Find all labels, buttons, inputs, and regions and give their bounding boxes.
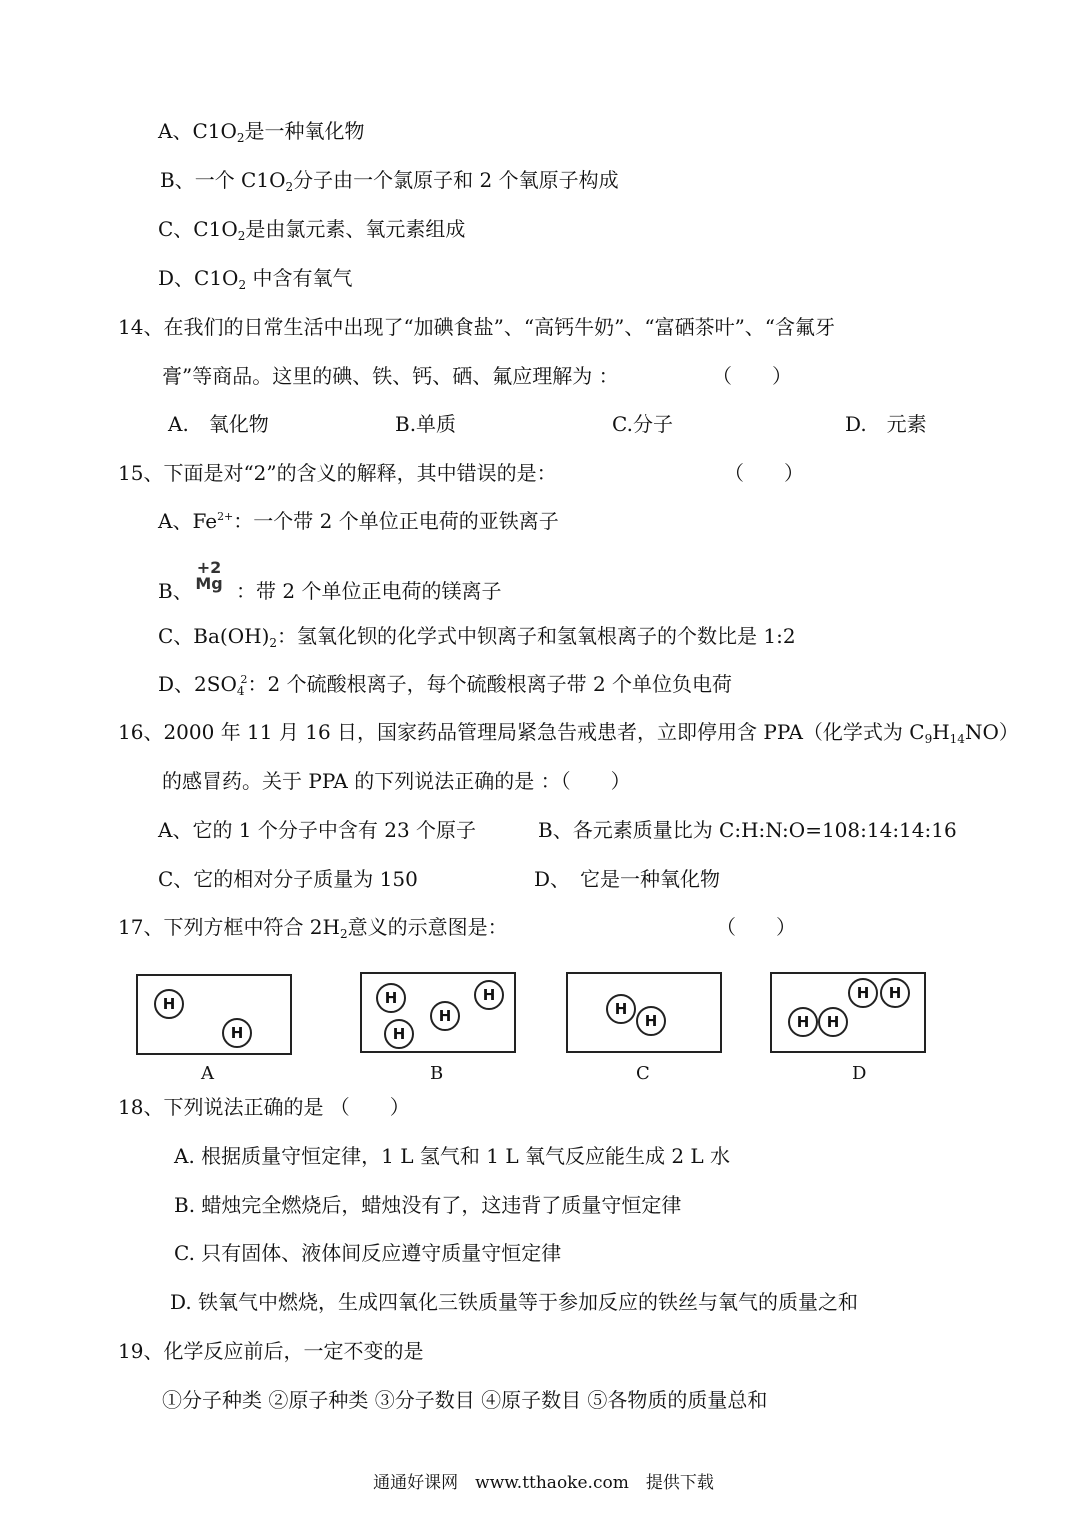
q15-stem: 15、下面是对“2”的含义的解释，其中错误的是： [118, 461, 557, 485]
diagram-d-label: D [852, 1063, 867, 1084]
q16-option-b: B、各元素质量比为 C:H:N:O=108:14:14:16 [538, 818, 957, 842]
diagram-b-box [360, 972, 516, 1053]
mg-valence-symbol: +2 Mg [195, 558, 223, 593]
page-footer: 通通好课网 www.tthaoke.com 提供下载 [373, 1473, 714, 1493]
q19-stem: 19、化学反应前后，一定不变的是 [118, 1339, 424, 1363]
hydrogen-atom: H [430, 1001, 460, 1031]
q16-option-c: C、它的相对分子质量为 150 [158, 867, 418, 891]
diagram-d-box [770, 972, 926, 1053]
q13-option-b: B、一个 $C1O_2$分子由一个氯原子和 2 个氧原子构成 [160, 168, 619, 194]
q14-answer-paren: （ ） [712, 364, 792, 388]
q18-option-b: B. 蜡烛完全燃烧后，蜡烛没有了，这违背了质量守恒定律 [174, 1193, 682, 1217]
q14-option-d: D. 元素 [845, 412, 927, 436]
hydrogen-atom: H [384, 1019, 414, 1049]
diagram-c-label: C [636, 1063, 650, 1084]
q15-option-a: A、$Fe^{2+}$：一个带 2 个单位正电荷的亚铁离子 [158, 509, 559, 533]
hydrogen-atom: H [376, 983, 406, 1013]
hydrogen-atom: H [818, 1007, 848, 1037]
q18-stem: 18、下列说法正确的是 （ ） [118, 1095, 410, 1119]
q15-answer-paren: （ ） [724, 461, 804, 485]
q15-option-b-text: ：带 2 个单位正电荷的镁离子 [236, 579, 502, 603]
q13-option-d: D、$C1O_2$ 中含有氧气 [158, 266, 353, 292]
hydrogen-atom: H [788, 1007, 818, 1037]
q15-option-d: D、$2SO_4^2$：2 个硫酸根离子，每个硫酸根离子带 2 个单位负电荷 [158, 672, 733, 698]
hydrogen-atom: H [848, 978, 878, 1008]
q13-option-c: C、$C1O_2$是由氯元素、氧元素组成 [158, 217, 466, 243]
q16-option-a: A、它的 1 个分子中含有 23 个原子 [158, 818, 477, 842]
q14-stem-line1: 14、在我们的日常生活中出现了“加碘食盐”、“高钙牛奶”、“富硒茶叶”、“含氟牙 [118, 315, 836, 339]
diagram-a-box [136, 974, 292, 1055]
q14-option-c: C.分子 [612, 412, 673, 436]
q15-option-c: C、$Ba(OH)_2$：氢氧化钡的化学式中钡离子和氢氧根离子的个数比是 1:2 [158, 624, 796, 650]
q14-option-a: A. 氧化物 [168, 412, 269, 436]
q16-stem-line2: 的感冒药。关于 PPA 的下列说法正确的是 ：（ ） [162, 769, 631, 793]
hydrogen-atom: H [880, 978, 910, 1008]
q17-stem: 17、下列方框中符合 $2H_2$意义的示意图是： [118, 915, 508, 941]
diagram-c-box [566, 972, 722, 1053]
q19-items: ①分子种类 ②原子种类 ③分子数目 ④原子数目 ⑤各物质的质量总和 [162, 1388, 768, 1412]
q18-option-a: A. 根据质量守恒定律，1 L 氢气和 1 L 氧气反应能生成 2 L 水 [174, 1144, 731, 1168]
hydrogen-atom: H [154, 989, 184, 1019]
q16-option-d: D、 它是一种氧化物 [534, 867, 721, 891]
hydrogen-atom: H [636, 1006, 666, 1036]
q16-stem-line1: 16、2000 年 11 月 16 日，国家药品管理局紧急告戒患者，立即停用含 PPA（化学式为 $C_9H_{14}NO$） [118, 720, 1019, 746]
q15-option-b-prefix: B、 [158, 579, 193, 603]
hydrogen-atom: H [474, 980, 504, 1010]
q18-option-d: D. 铁氧气中燃烧，生成四氧化三铁质量等于参加反应的铁丝与氧气的质量之和 [170, 1290, 859, 1314]
q17-answer-paren: （ ） [716, 915, 796, 939]
diagram-a-label: A [201, 1063, 214, 1084]
hydrogen-atom: H [222, 1018, 252, 1048]
hydrogen-atom: H [606, 994, 636, 1024]
q14-stem-line2: 膏”等商品。这里的碘、铁、钙、硒、氟应理解为 ： [162, 364, 619, 388]
diagram-b-label: B [430, 1063, 444, 1084]
q13-option-a: A、$C1O_2$是一种氧化物 [158, 119, 365, 145]
q18-option-c: C. 只有固体、液体间反应遵守质量守恒定律 [174, 1241, 562, 1265]
q14-option-b: B.单质 [395, 412, 457, 436]
